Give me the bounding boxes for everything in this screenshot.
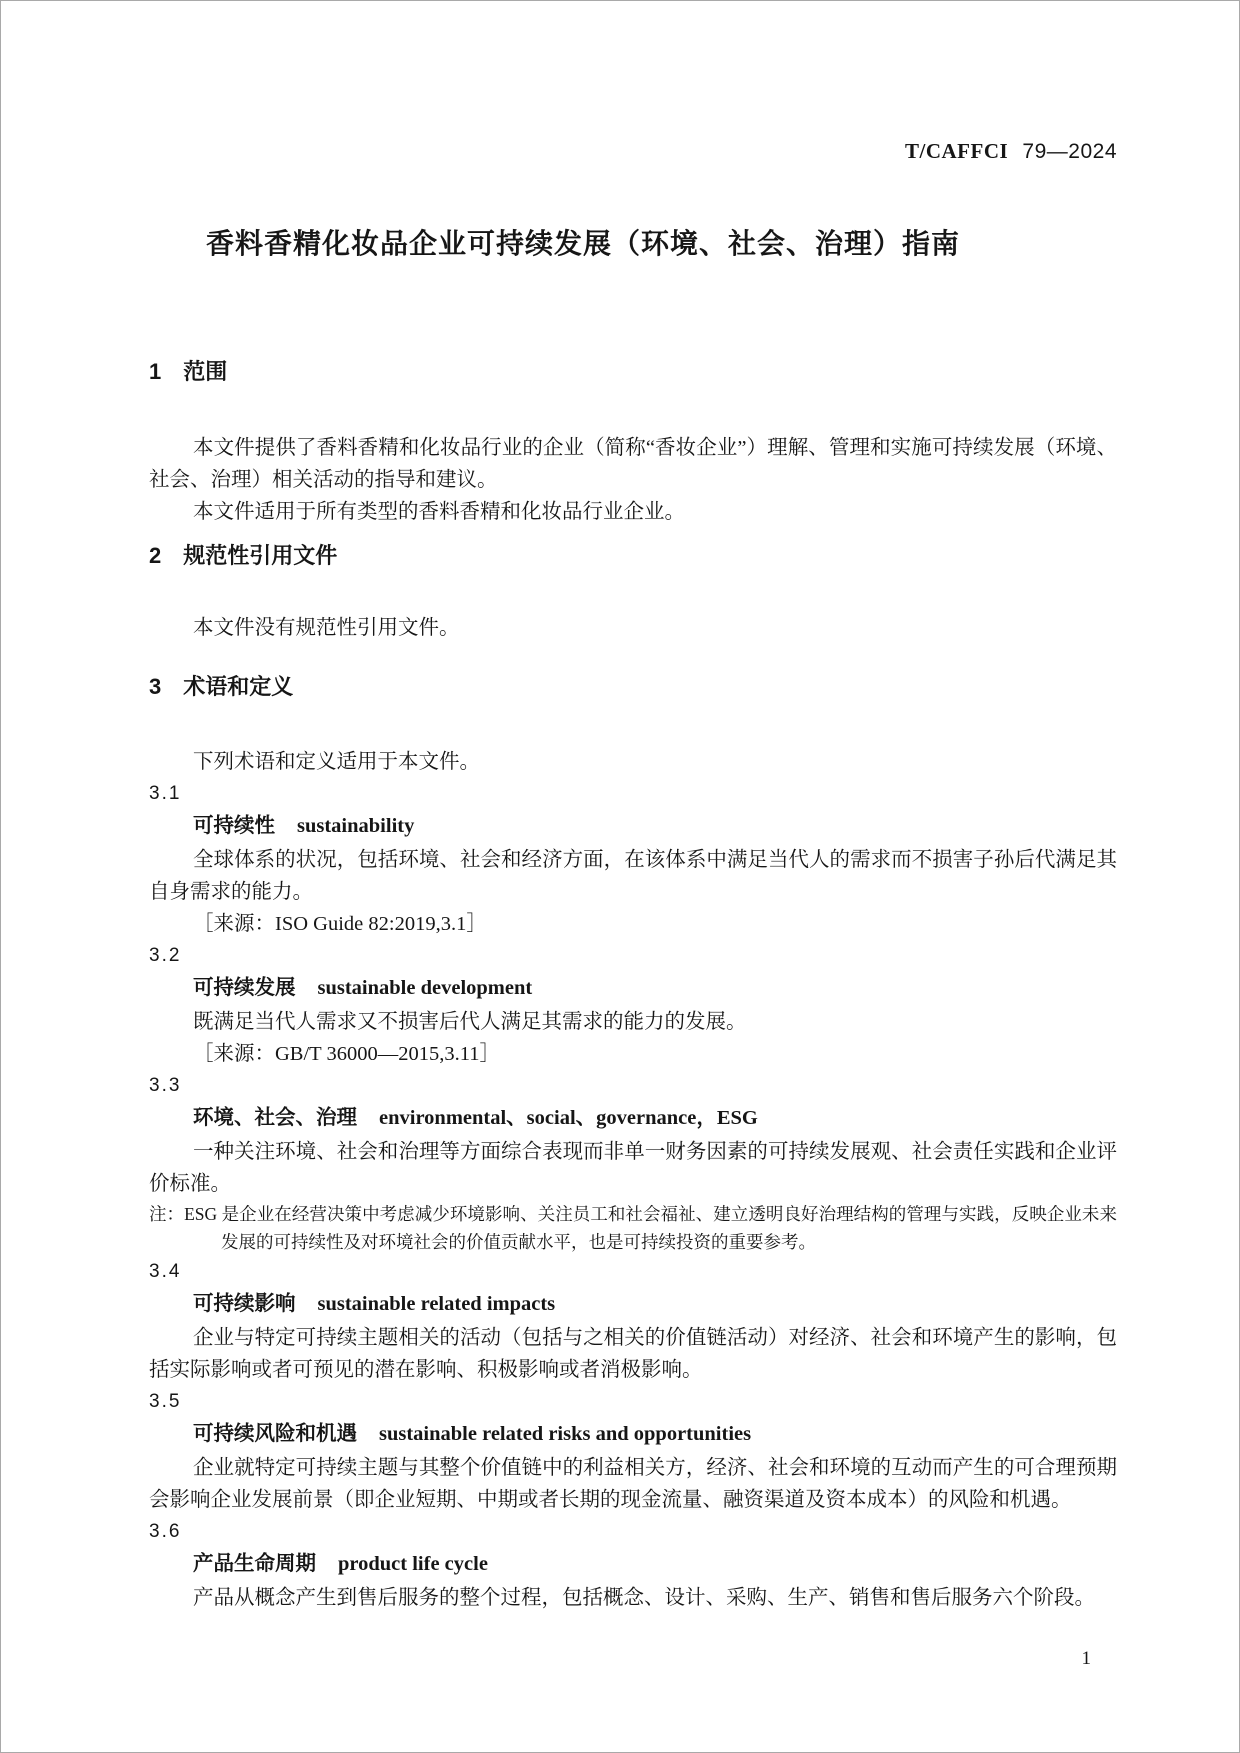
term-3-2-clause-number: 3.2: [149, 945, 182, 966]
section-1-label: 范围: [183, 359, 228, 384]
term-3-3-line: [149, 1102, 1117, 1136]
term-3-3-note: 注：ESG 是企业在经营决策中考虑减少环境影响、关注员工和社会福祉、建立透明良好治理结构的管理与实践，反映企业未来发展的可持续性及对环境社会的价值贡献水平，也是可持续投资的重要参考。: [149, 1204, 1117, 1252]
references-paragraph: 本文件没有规范性引用文件。: [193, 617, 460, 639]
section-3-heading: [149, 674, 1117, 700]
term-3-6-clause-number: 3.6: [149, 1521, 182, 1542]
term-3-2-line: [149, 972, 1117, 1006]
term-3-1-definition: 全球体系的状况，包括环境、社会和经济方面，在该体系中满足当代人的需求而不损害子孙后代满足其自身需求的能力。: [149, 849, 1117, 903]
term-3-3-name-zh: 环境、社会、治理: [193, 1106, 357, 1129]
scope-paragraph-2: 本文件适用于所有类型的香料香精和化妆品行业企业。: [193, 501, 685, 523]
section-1-number: 1: [149, 359, 162, 384]
section-1-heading: [149, 359, 1117, 385]
term-3-3-definition: 一种关注环境、社会和治理等方面综合表现而非单一财务因素的可持续发展观、社会责任实践和企业评价标准。: [149, 1141, 1117, 1195]
term-3-4-name-zh: 可持续影响: [193, 1292, 296, 1315]
section-2-label: 规范性引用文件: [183, 543, 338, 568]
term-3-2-name-en: sustainable development: [317, 977, 533, 999]
section-2-heading: [149, 543, 1117, 569]
term-3-2-definition: 既满足当代人需求又不损害后代人满足其需求的能力的发展。: [193, 1011, 747, 1033]
document-header: [149, 139, 1117, 164]
document-title: 香料香精化妆品企业可持续发展（环境、社会、治理）指南: [205, 228, 960, 259]
term-3-4-definition: 企业与特定可持续主题相关的活动（包括与之相关的价值链活动）对经济、社会和环境产生的影响，包括实际影响或者可预见的潜在影响、积极影响或者消极影响。: [149, 1327, 1117, 1381]
term-3-1-line: [149, 810, 1117, 844]
term-3-5-name-zh: 可持续风险和机遇: [193, 1422, 357, 1445]
section-3-number: 3: [149, 674, 162, 699]
term-3-5-clause-number: 3.5: [149, 1391, 182, 1412]
term-3-6-definition: 产品从概念产生到售后服务的整个过程，包括概念、设计、采购、生产、销售和售后服务六个阶段。: [193, 1587, 1095, 1609]
term-3-2-source: ［来源：GB/T 36000—2015,3.11］: [193, 1043, 500, 1065]
term-3-6-line: [149, 1548, 1117, 1582]
term-3-6-name-en: product life cycle: [338, 1553, 488, 1575]
standard-number: 79—2024: [1022, 140, 1117, 163]
standard-code: T/CAFFCI: [905, 139, 1009, 163]
term-3-4-line: [149, 1288, 1117, 1322]
section-2-number: 2: [149, 543, 162, 568]
term-3-6-name-zh: 产品生命周期: [193, 1552, 316, 1575]
term-3-5-definition: 企业就特定可持续主题与其整个价值链中的利益相关方，经济、社会和环境的互动而产生的可合理预期会影响企业发展前景（即企业短期、中期或者长期的现金流量、融资渠道及资本成本）的风险和机遇。: [149, 1457, 1117, 1511]
scope-paragraph-1: 本文件提供了香料香精和化妆品行业的企业（简称“香妆企业”）理解、管理和实施可持续发展（环境、社会、治理）相关活动的指导和建议。: [149, 437, 1117, 491]
term-3-4-name-en: sustainable related impacts: [317, 1293, 556, 1315]
term-3-5-line: [149, 1418, 1117, 1452]
section-3-label: 术语和定义: [183, 674, 294, 699]
page-content: [1, 139, 1239, 1675]
term-3-2-name-zh: 可持续发展: [193, 976, 296, 999]
term-3-1-name-zh: 可持续性: [193, 814, 275, 837]
term-3-1-clause-number: 3.1: [149, 783, 182, 804]
term-3-4-clause-number: 3.4: [149, 1261, 182, 1282]
term-3-1-name-en: sustainability: [297, 815, 415, 837]
term-3-5-name-en: sustainable related risks and opportunities: [379, 1423, 752, 1445]
page-number: 1: [1081, 1648, 1091, 1669]
terms-intro: 下列术语和定义适用于本文件。: [193, 751, 480, 773]
term-3-1-source: ［来源：ISO Guide 82:2019,3.1］: [193, 913, 487, 935]
term-3-3-name-en: environmental、social、governance，ESG: [379, 1107, 758, 1129]
term-3-3-clause-number: 3.3: [149, 1075, 182, 1096]
